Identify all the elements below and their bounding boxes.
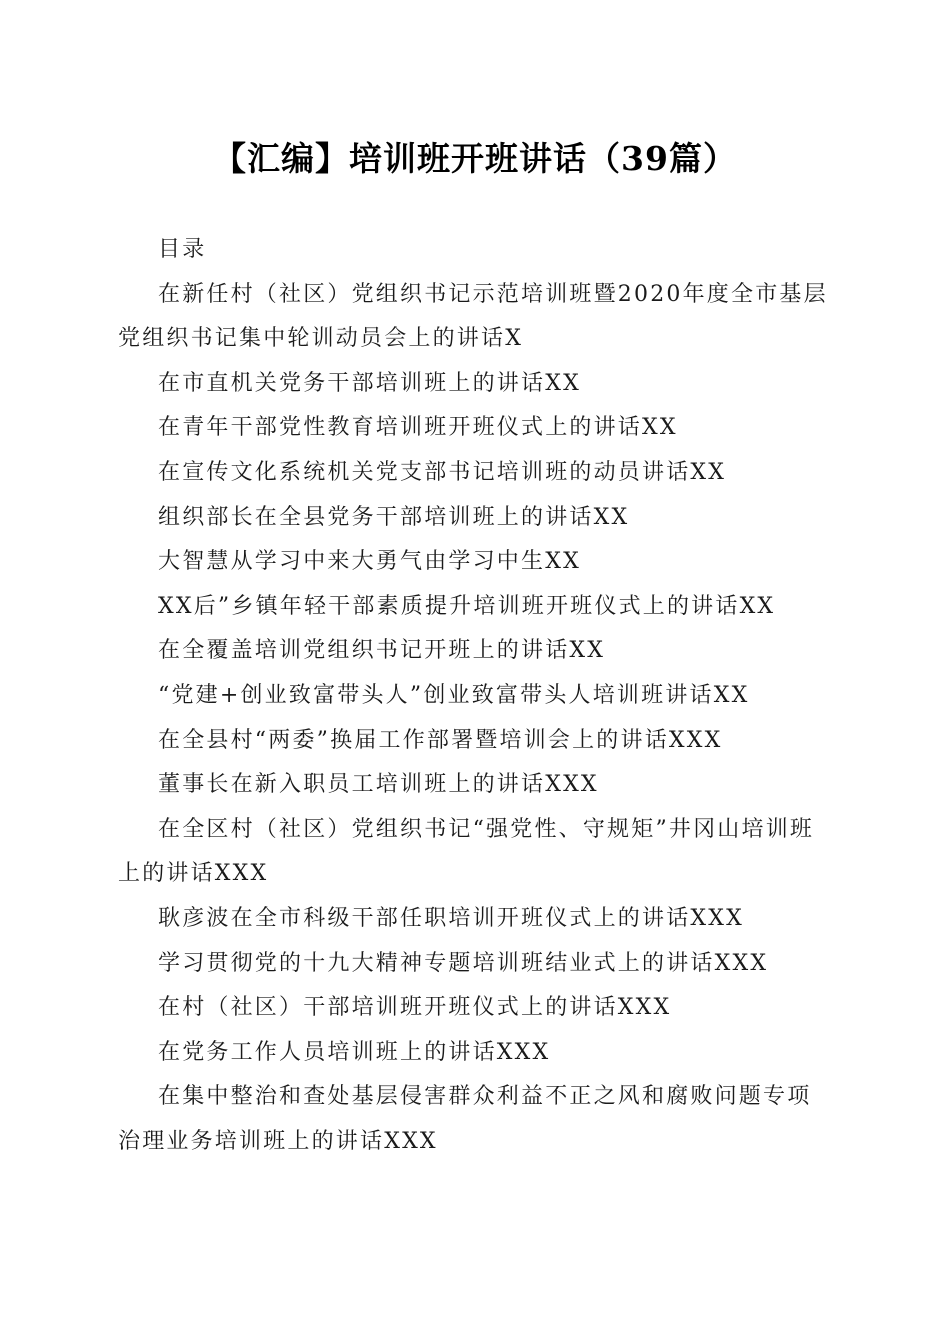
document-title: 【汇编】培训班开班讲话（39篇） <box>213 139 737 178</box>
toc-item: 大智慧从学习中来大勇气由学习中生XX <box>158 549 581 575</box>
toc-heading: 目录 <box>158 237 207 262</box>
toc-item: 董事长在新入职员工培训班上的讲话XXX <box>158 772 599 798</box>
toc-item: 在村（社区）干部培训班开班仪式上的讲话XXX <box>158 995 672 1021</box>
toc-item: 耿彦波在全市科级干部任职培训开班仪式上的讲话XXX <box>158 905 744 931</box>
toc-item: 学习贯彻党的十九大精神专题培训班结业式上的讲话XXX <box>158 950 769 976</box>
table-of-contents <box>118 228 832 1164</box>
toc-item: 组织部长在全县党务干部培训班上的讲话XX <box>158 504 630 530</box>
toc-item: 在新任村（社区）党组织书记示范培训班暨2020年度全市基层党组织书记集中轮训动员会上的讲话X <box>118 281 828 352</box>
toc-item: 在市直机关党务干部培训班上的讲话XX <box>158 370 581 396</box>
toc-item: 在青年干部党性教育培训班开班仪式上的讲话XX <box>158 415 678 441</box>
toc-item: “党建+创业致富带头人”创业致富带头人培训班讲话XX <box>158 682 750 708</box>
toc-item: 在全区村（社区）党组织书记“强党性、守规矩”井冈山培训班上的讲话XXX <box>118 816 815 887</box>
toc-item: XX后”乡镇年轻干部素质提升培训班开班仪式上的讲话XX <box>158 593 776 619</box>
toc-item: 在党务工作人员培训班上的讲话XXX <box>158 1039 551 1065</box>
toc-item: 在宣传文化系统机关党支部书记培训班的动员讲话XX <box>158 459 727 485</box>
toc-item: 在全覆盖培训党组织书记开班上的讲话XX <box>158 638 606 664</box>
toc-item: 在集中整治和查处基层侵害群众利益不正之风和腐败问题专项治理业务培训班上的讲话XXX <box>118 1084 812 1154</box>
toc-item: 在全县村“两委”换届工作部署暨培训会上的讲话XXX <box>158 727 723 753</box>
